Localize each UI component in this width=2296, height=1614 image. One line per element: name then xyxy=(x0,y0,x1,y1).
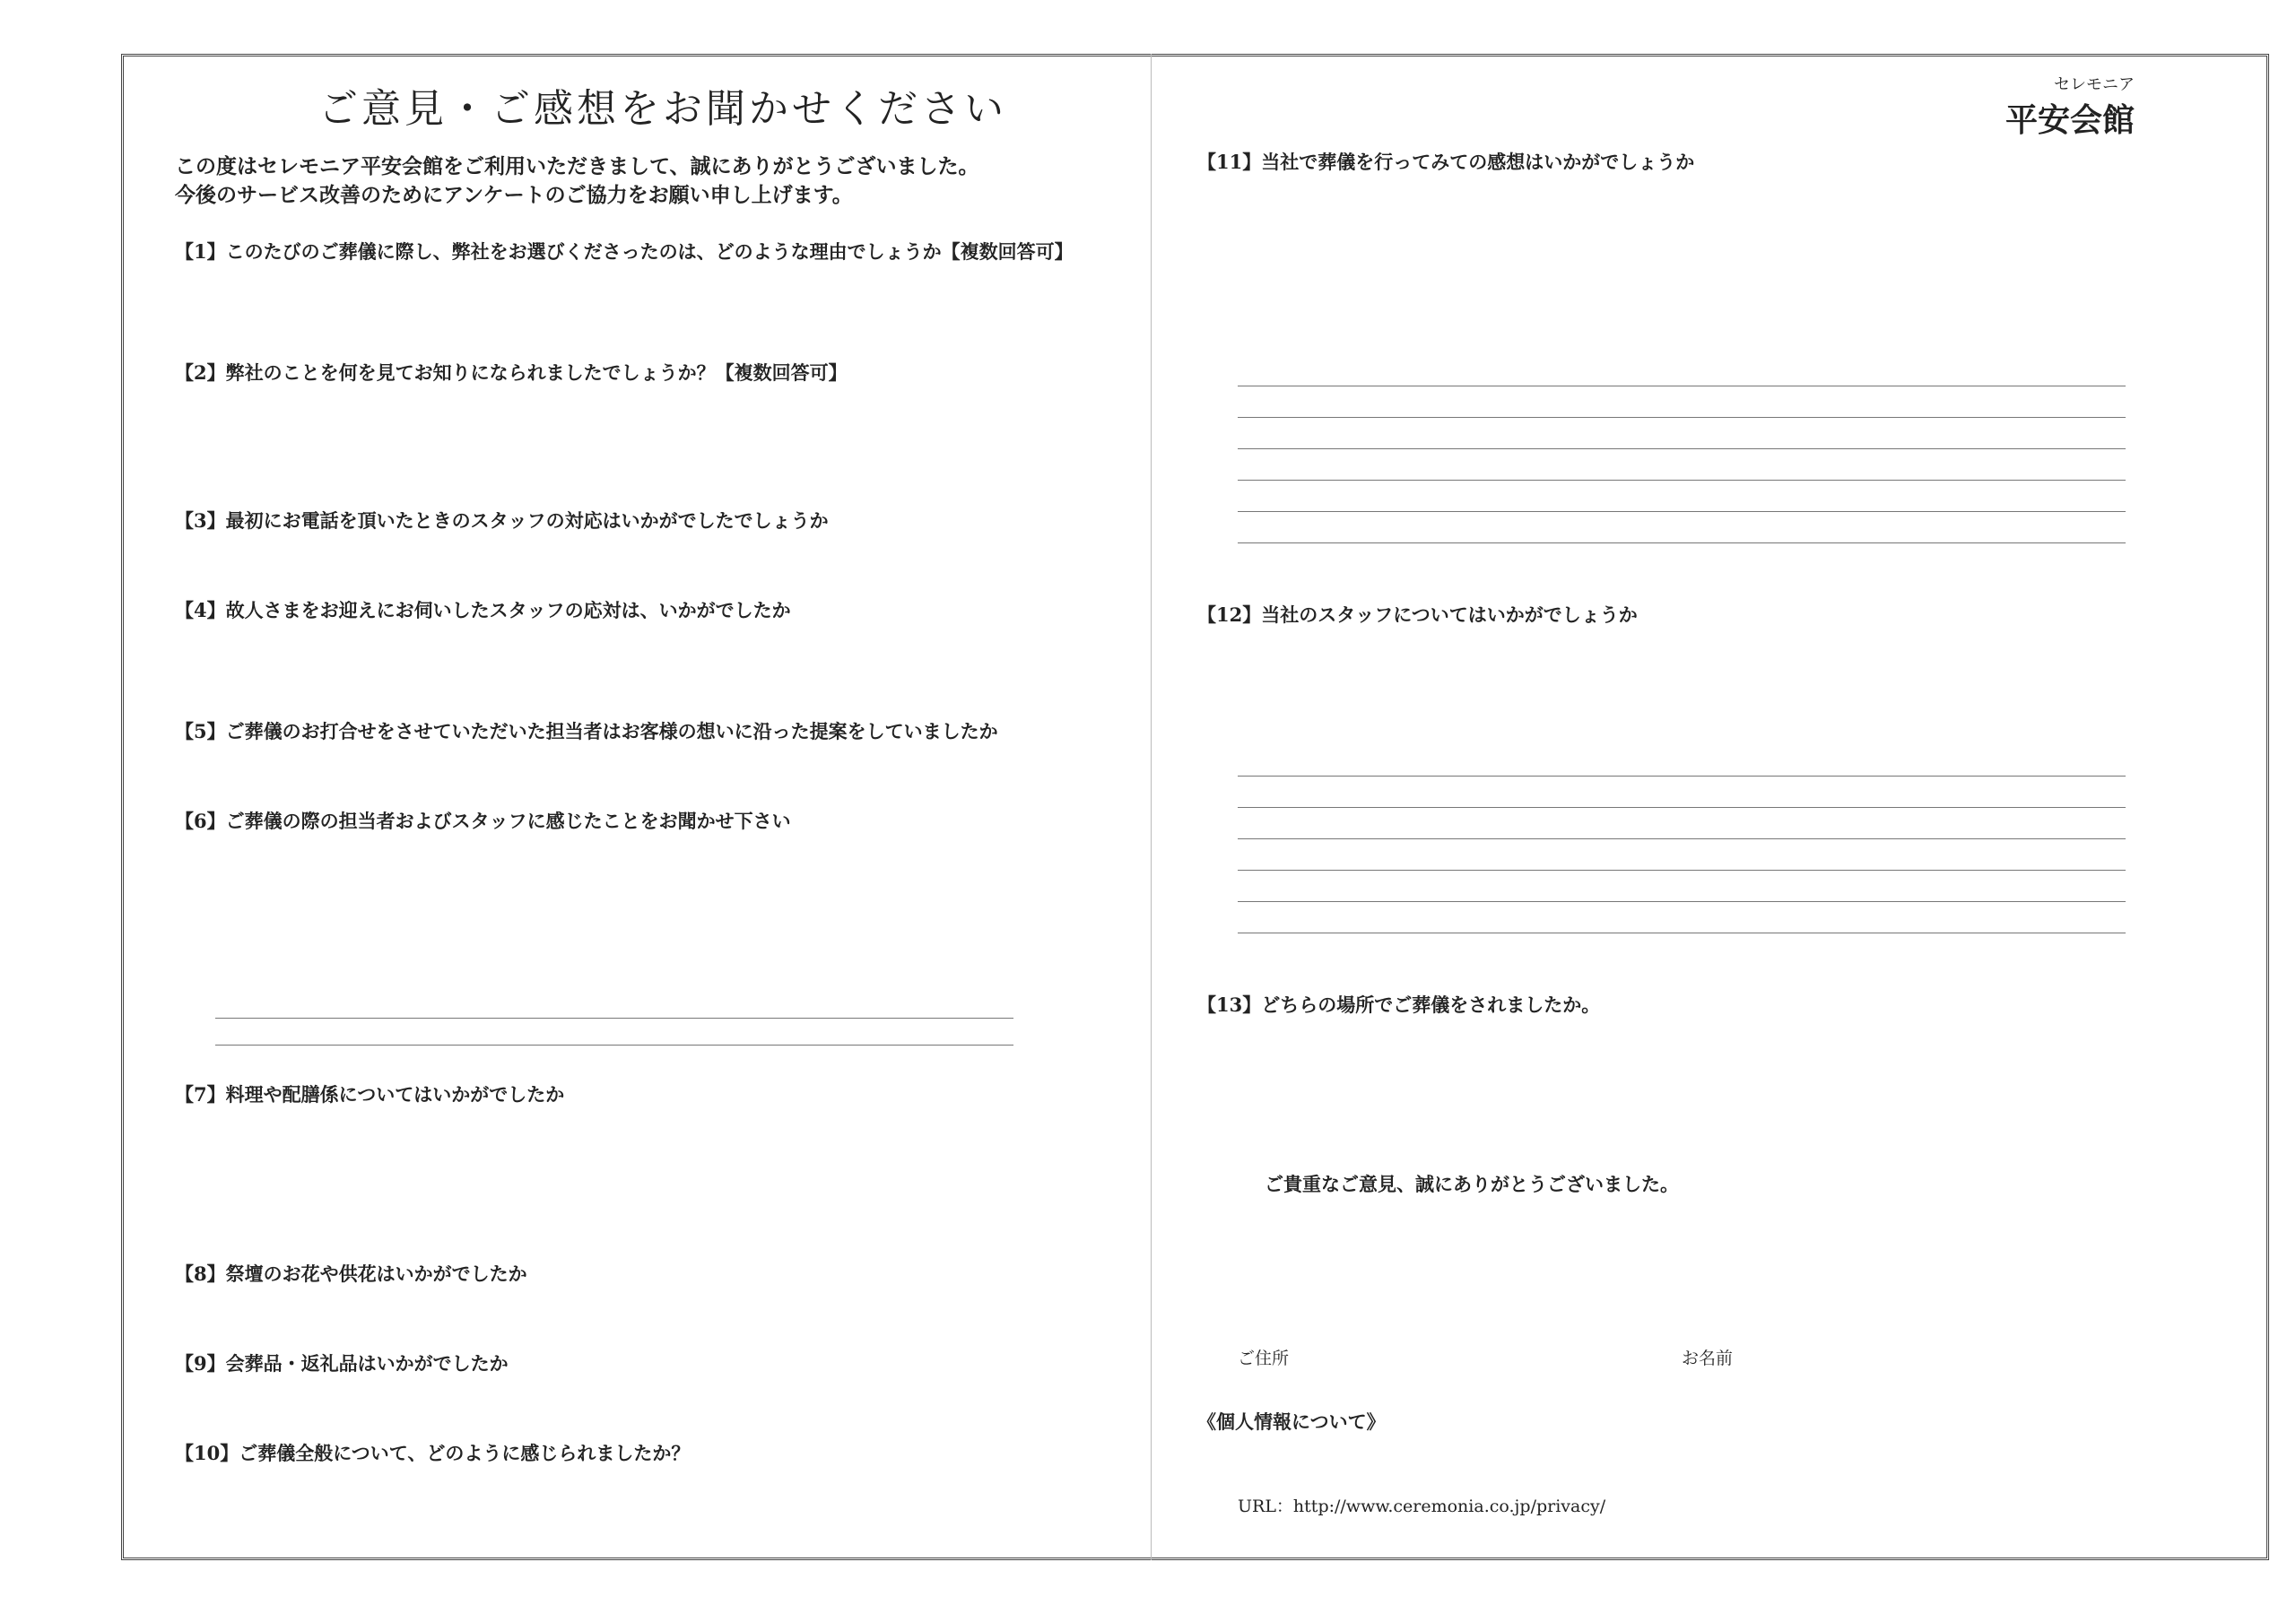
answer-line xyxy=(1238,776,2126,777)
answer-line xyxy=(1238,511,2126,512)
q3: 【3】最初にお電話を頂いたときのスタッフの対応はいかがでしたでしょうか xyxy=(175,509,829,532)
answer-line xyxy=(1238,542,2126,543)
answer-line xyxy=(1238,448,2126,449)
answer-line xyxy=(1238,838,2126,839)
intro-line: 今後のサービス改善のためにアンケートのご協力をお願い申し上げます。 xyxy=(175,183,853,207)
q13: 【13】どちらの場所でご葬儀をされましたか。 xyxy=(1197,994,1601,1016)
q1: 【1】このたびのご葬儀に際し、弊社をお選びくださったのは、どのような理由でしょうか【複数回答可】 xyxy=(175,240,1074,263)
privacy-url: URL：http://www.ceremonia.co.jp/privacy/ xyxy=(1238,1497,1606,1516)
brand-logo xyxy=(2005,72,2135,141)
q12: 【12】当社のスタッフについてはいかがでしょうか xyxy=(1197,603,1638,626)
q10: 【10】ご葬儀全般について、どのように感じられましたか？ xyxy=(175,1442,691,1464)
address-label: ご住所 xyxy=(1238,1349,1290,1368)
q5: 【5】ご葬儀のお打合せをさせていただいた担当者はお客様の想いに沿った提案をしていましたか xyxy=(175,720,998,742)
q2: 【2】弊社のことを何を見てお知りになられましたでしょうか？【複数回答可】 xyxy=(175,361,848,384)
q6: 【6】ご葬儀の際の担当者およびスタッフに感じたことをお聞かせ下さい xyxy=(175,810,791,832)
name-label: お名前 xyxy=(1682,1349,1734,1368)
intro-line: この度はセレモニア平安会館をご利用いただきまして、誠にありがとうございました。 xyxy=(175,154,979,178)
comment-line xyxy=(215,1045,1013,1046)
answer-line xyxy=(1238,870,2126,871)
q4: 【4】故人さまをお迎えにお伺いしたスタッフの応対は、いかがでしたか xyxy=(175,599,791,621)
center-fold xyxy=(1151,54,1152,1560)
q7: 【7】料理や配膳係についてはいかがでしたか xyxy=(175,1083,565,1106)
intro xyxy=(175,152,1108,210)
page-title: ご意見・ご感想をお聞かせください xyxy=(318,86,1007,132)
answer-line xyxy=(1238,901,2126,902)
logo-main: 平安会館 xyxy=(2005,101,2135,139)
q8: 【8】祭壇のお花や供花はいかがでしたか xyxy=(175,1263,527,1285)
q9: 【9】会葬品・返礼品はいかがでしたか xyxy=(175,1352,509,1375)
q11: 【11】当社で葬儀を行ってみての感想はいかがでしょうか xyxy=(1197,151,1695,173)
privacy-heading: 《個人情報について》 xyxy=(1197,1410,1386,1433)
answer-line xyxy=(1238,417,2126,418)
answer-line xyxy=(1238,480,2126,481)
answer-line xyxy=(1238,807,2126,808)
logo-subtext: セレモニア xyxy=(2054,75,2135,94)
comment-line xyxy=(215,1018,1013,1019)
thanks-message: ご貴重なご意見、誠にありがとうございました。 xyxy=(1265,1173,1679,1195)
